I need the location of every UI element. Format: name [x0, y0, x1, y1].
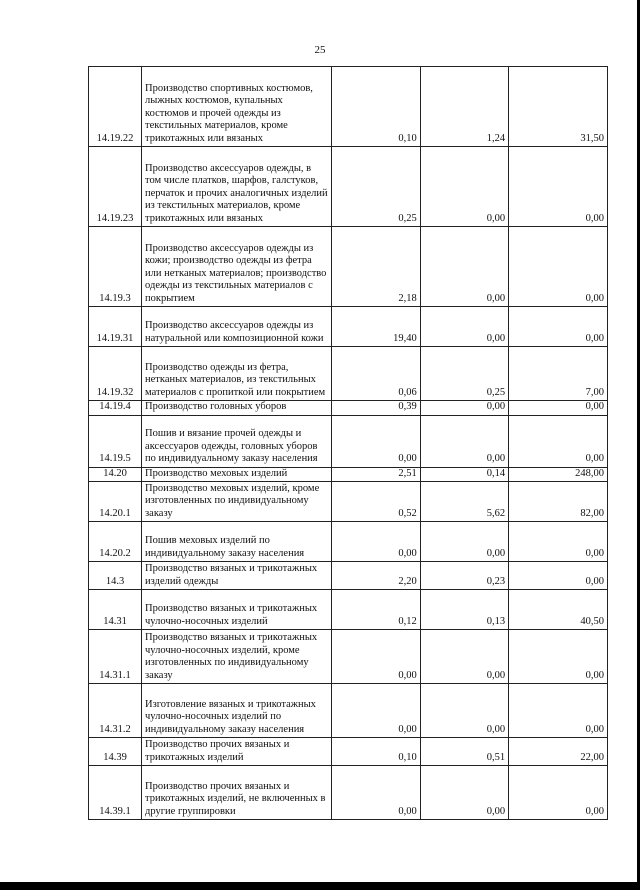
row-code: 14.31: [89, 590, 142, 630]
table-row: [89, 415, 608, 467]
row-name: Производство меховых изделий, кроме изготовленных по индивидуальному заказу: [142, 482, 332, 522]
row-code: 14.20: [89, 467, 142, 482]
table-row: [89, 482, 608, 522]
table-row: [89, 67, 608, 147]
row-value-1: 0,00: [332, 522, 420, 562]
row-name: Производство вязаных и трикотажных чулочно-носочных изделий, кроме изготовленных по индивидуальному заказу: [142, 630, 332, 684]
row-name: Пошив и вязание прочей одежды и аксессуаров одежды, головных уборов по индивидуальному заказу населения: [142, 415, 332, 467]
row-value-1: 0,00: [332, 766, 420, 820]
row-value-2: 0,00: [420, 522, 508, 562]
row-code: 14.39.1: [89, 766, 142, 820]
row-value-3: 0,00: [509, 307, 608, 347]
row-name: Производство прочих вязаных и трикотажных изделий, не включенных в другие группировки: [142, 766, 332, 820]
row-value-3: 40,50: [509, 590, 608, 630]
table-row: [89, 684, 608, 738]
row-value-3: 31,50: [509, 67, 608, 147]
row-value-1: 2,20: [332, 562, 420, 590]
row-name: Производство аксессуаров одежды из натуральной или композиционной кожи: [142, 307, 332, 347]
table-row: [89, 522, 608, 562]
table-row: [89, 590, 608, 630]
row-value-3: 0,00: [509, 401, 608, 416]
row-code: 14.39: [89, 738, 142, 766]
row-value-1: 2,51: [332, 467, 420, 482]
row-code: 14.3: [89, 562, 142, 590]
table-body: [89, 67, 608, 820]
row-value-3: 22,00: [509, 738, 608, 766]
row-value-2: 0,00: [420, 684, 508, 738]
row-code: 14.19.22: [89, 67, 142, 147]
row-value-3: 82,00: [509, 482, 608, 522]
table-row: [89, 467, 608, 482]
table-row: [89, 630, 608, 684]
table-row: [89, 401, 608, 416]
row-value-2: 0,00: [420, 307, 508, 347]
row-name: Производство вязаных и трикотажных изделий одежды: [142, 562, 332, 590]
row-value-1: 2,18: [332, 227, 420, 307]
row-code: 14.19.5: [89, 415, 142, 467]
row-name: Производство аксессуаров одежды, в том числе платков, шарфов, галстуков, перчаток и прочих аналогичных изделий из текстильных материалов, кроме трикотажных или вязаных: [142, 147, 332, 227]
row-value-1: 0,12: [332, 590, 420, 630]
row-value-3: 0,00: [509, 522, 608, 562]
row-code: 14.19.3: [89, 227, 142, 307]
row-name: Производство прочих вязаных и трикотажных изделий: [142, 738, 332, 766]
row-value-3: 0,00: [509, 562, 608, 590]
row-value-1: 0,52: [332, 482, 420, 522]
table-row: [89, 766, 608, 820]
row-code: 14.31.2: [89, 684, 142, 738]
row-name: Производство спортивных костюмов, лыжных костюмов, купальных костюмов и прочей одежды из текстильных материалов, кроме трикотажных или вязаных: [142, 67, 332, 147]
row-code: 14.31.1: [89, 630, 142, 684]
row-value-3: 0,00: [509, 227, 608, 307]
row-value-1: 0,10: [332, 67, 420, 147]
table-row: [89, 738, 608, 766]
row-value-3: 248,00: [509, 467, 608, 482]
row-value-3: 0,00: [509, 766, 608, 820]
row-code: 14.19.4: [89, 401, 142, 416]
row-value-2: 5,62: [420, 482, 508, 522]
row-value-1: 0,06: [332, 347, 420, 401]
row-value-2: 1,24: [420, 67, 508, 147]
table-row: [89, 307, 608, 347]
row-value-1: 0,39: [332, 401, 420, 416]
row-value-3: 0,00: [509, 415, 608, 467]
row-value-2: 0,00: [420, 401, 508, 416]
row-value-1: 19,40: [332, 307, 420, 347]
row-name: Производство вязаных и трикотажных чулочно-носочных изделий: [142, 590, 332, 630]
page-number: 25: [314, 44, 326, 56]
row-value-3: 0,00: [509, 147, 608, 227]
row-value-2: 0,00: [420, 630, 508, 684]
row-value-2: 0,51: [420, 738, 508, 766]
row-value-2: 0,00: [420, 415, 508, 467]
row-code: 14.20.2: [89, 522, 142, 562]
table-row: [89, 227, 608, 307]
row-value-2: 0,00: [420, 227, 508, 307]
row-value-1: 0,00: [332, 684, 420, 738]
table-row: [89, 147, 608, 227]
row-name: Производство аксессуаров одежды из кожи; производство одежды из фетра или нетканых материалов; производство одежды из текстильных материалов с покрытием: [142, 227, 332, 307]
row-value-2: 0,13: [420, 590, 508, 630]
table-row: [89, 562, 608, 590]
table-row: [89, 347, 608, 401]
row-value-1: 0,00: [332, 630, 420, 684]
row-value-1: 0,10: [332, 738, 420, 766]
row-value-2: 0,14: [420, 467, 508, 482]
row-value-1: 0,25: [332, 147, 420, 227]
row-name: Пошив меховых изделий по индивидуальному заказу населения: [142, 522, 332, 562]
row-value-1: 0,00: [332, 415, 420, 467]
scan-edge-bottom: [0, 882, 640, 890]
row-code: 14.19.23: [89, 147, 142, 227]
row-value-3: 7,00: [509, 347, 608, 401]
row-code: 14.20.1: [89, 482, 142, 522]
row-value-2: 0,25: [420, 347, 508, 401]
row-value-2: 0,00: [420, 147, 508, 227]
row-name: Производство головных уборов: [142, 401, 332, 416]
row-code: 14.19.31: [89, 307, 142, 347]
row-value-2: 0,23: [420, 562, 508, 590]
row-value-2: 0,00: [420, 766, 508, 820]
row-value-3: 0,00: [509, 684, 608, 738]
row-name: Производство одежды из фетра, нетканых материалов, из текстильных материалов с пропиткой или покрытием: [142, 347, 332, 401]
row-code: 14.19.32: [89, 347, 142, 401]
row-name: Производство меховых изделий: [142, 467, 332, 482]
row-value-3: 0,00: [509, 630, 608, 684]
row-name: Изготовление вязаных и трикотажных чулочно-носочных изделий по индивидуальному заказу населения: [142, 684, 332, 738]
data-table: [88, 66, 608, 820]
